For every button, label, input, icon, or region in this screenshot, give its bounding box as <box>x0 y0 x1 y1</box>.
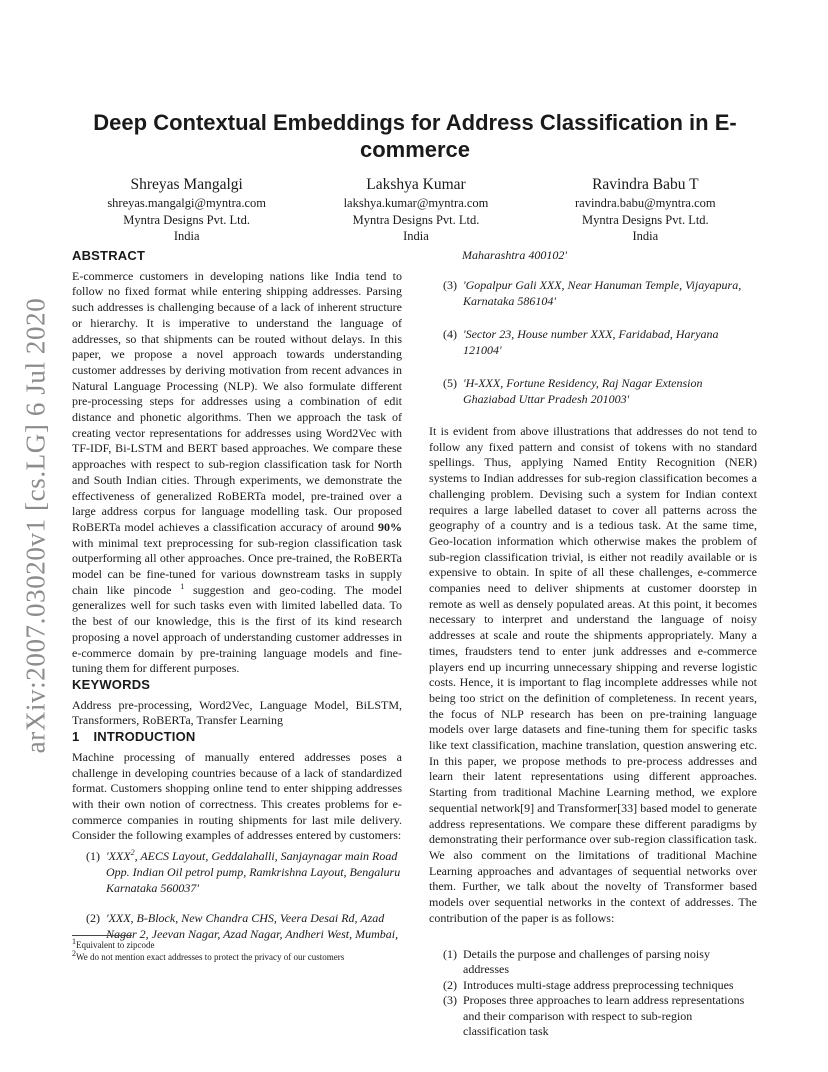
list-label: (2) <box>86 911 100 926</box>
address-text-part: , AECS Layout, Geddalahalli, Sanjaynagar main Road Opp. Indian Oil petrol pump, Ramkrishna Layout, Bengaluru Karnataka 560037' <box>106 849 401 896</box>
abstract-heading: ABSTRACT <box>72 248 146 263</box>
author-org: Myntra Designs Pvt. Ltd. <box>581 212 709 227</box>
author-2 <box>301 174 530 245</box>
keywords-heading: KEYWORDS <box>72 676 151 692</box>
address-example-1 <box>72 848 402 896</box>
right-column <box>429 247 757 1040</box>
contribution-item <box>429 993 757 1040</box>
section-number: 1 <box>72 729 80 745</box>
keywords-text: Address pre-processing, Word2Vec, Language Model, BiLSTM, Transformers, RoBERTa, Transfer Learning <box>72 697 402 728</box>
address-example-2-continued: Maharashtra 400102' <box>462 248 567 262</box>
intro-paragraph-2: It is evident from above illustrations that addresses do not tend to follow any fixed pattern and consist of tokens with no standard spellings. Thus, applying Named Entity Recognition (NER) systems to Indian addresses for sub-region classification becomes a challenging problem. Devising such a system for Indian context requires a large labelled dataset to cover all patterns across the geography of a country and is a tedious task. At the same time, Geo-location information which otherwise makes the problem of sub-region classification trivial, is either not readily available or is expensive to obtain. In spite of all these challenges, e-commerce companies need to deliver shipments at customer doorstep in remote as well as densely populated areas. At this point, it becomes necessary to interpret and understand the language of noisy addresses at scale and route the shipments appropriately. Many a times, fraudsters tend to enter junk addresses and e-commerce players end up incurring unnecessary shipping and reverse logistic costs. Hence, it is important to flag incomplete addresses while not being too strict on the definition of completeness. In recent years, the focus of NLP research has been on pre-training language models over large datasets and fine-tuning them for specific tasks like text classification, machine translation, question answering etc. In this paper, we propose methods to pre-process addresses and learn their latent representations using different approaches. Starting from traditional Machine Learning method, we explore sequential network[9] and Transformer[33] based model to generate address representations. We compare these different paradigms by demonstrating their performance over sub-region classification task. We also comment on the limitations of traditional Machine Learning approaches and advantages of sequential networks over them. Further, we talk about the novelty of Transformer based models over sequential networks in the context of addresses. The contribution of the paper is as follows: <box>429 424 757 925</box>
paper-title: Deep Contextual Embeddings for Address Classification in E-commerce <box>93 110 737 162</box>
footnote-mark: 1 <box>72 937 76 946</box>
author-name: Ravindra Babu T <box>592 176 699 193</box>
list-label: (4) <box>443 327 457 341</box>
author-1 <box>72 174 301 245</box>
contribution-text: Proposes three approaches to learn address representations and their comparison with respect to sub-region classification task <box>463 993 745 1039</box>
abstract-text <box>72 269 402 677</box>
contribution-item <box>429 978 757 994</box>
author-email: shreyas.mangalgi@myntra.com <box>107 196 267 210</box>
address-text-part: 'XXX <box>106 849 131 864</box>
list-label: (1) <box>86 849 100 864</box>
footnote-text: Equivalent to zipcode <box>76 940 155 950</box>
author-email: ravindra.babu@myntra.com <box>575 196 716 210</box>
author-org: Myntra Designs Pvt. Ltd. <box>123 212 251 227</box>
author-org: Myntra Designs Pvt. Ltd. <box>352 212 480 227</box>
footnote-rule <box>72 935 132 936</box>
address-text: 'Sector 23, House number XXX, Faridabad, Haryana 121004' <box>463 327 719 357</box>
list-label: (3) <box>443 993 457 1008</box>
footnote-2 <box>72 948 402 964</box>
intro-paragraph-1: Machine processing of manually entered addresses poses a challenge in developing countries because of a lack of standardized format. Customers shopping online tend to enter shipping addresses with their own notion of correctness. This creates problems for e-commerce companies in routing shipments for last mile delivery. Consider the following examples of addresses entered by customers: <box>72 749 402 843</box>
footnote-ref: 1 <box>180 581 185 591</box>
author-name: Lakshya Kumar <box>366 176 466 193</box>
address-text: 'Gopalpur Gali XXX, Near Hanuman Temple, Vijayapura, Karnataka 586104' <box>463 278 742 308</box>
list-label: (2) <box>443 977 457 992</box>
footnote-text: We do not mention exact addresses to protect the privacy of our customers <box>76 951 345 962</box>
abstract-text-part: suggestion and geo-coding. The model generalizes well for such tasks even with limited labelled data. To the best of our knowledge, this is the first of its kind research proposing a novel approach of understanding customer addresses in e-commerce domain by pre-training language models and fine-tuning them for different purposes. <box>72 582 403 676</box>
abstract-text-part: E-commerce customers in developing nations like India tend to follow no fixed format while entering shipping addresses. Parsing such addresses is challenging because of a lack of inherent structure or hierarchy. It is imperative to understand the language of addresses, so that shipments can be routed without delays. In this paper, we propose a novel approach towards understanding customer addresses by deriving motivation from recent advances in Natural Language Processing (NLP). We also formulate different pre-processing steps for addresses using a combination of edit distance and phonetic algorithms. Then we approach the task of creating vector representations for addresses using Word2Vec with TF-IDF, Bi-LSTM and BERT based approaches. We compare these approaches with respect to sub-region classification task for North and South Indian cities. Through experiments, we demonstrate the effectiveness of generalized RoBERTa model, pre-trained over a large address corpus for language modelling task. Our proposed RoBERTa model achieves a classification accuracy of around <box>72 268 402 534</box>
footnote-1 <box>72 937 402 952</box>
left-column <box>72 248 402 956</box>
list-label: (5) <box>443 376 457 390</box>
author-email: lakshya.kumar@myntra.com <box>343 196 489 210</box>
contribution-text: Details the purpose and challenges of parsing noisy addresses <box>463 946 710 977</box>
section-title: INTRODUCTION <box>93 729 196 745</box>
arxiv-stamp-text: arXiv:2007.03020v1 [cs.LG] 6 Jul 2020 <box>20 297 51 753</box>
author-country: India <box>632 229 659 243</box>
address-example-3 <box>429 277 757 309</box>
author-country: India <box>403 229 429 243</box>
contribution-text: Introduces multi-stage address preprocessing techniques <box>463 977 734 992</box>
address-example-4 <box>429 326 757 358</box>
address-text: 'XXX, B-Block, New Chandra CHS, Veera Desai Rd, Azad Nagar 2, Jeevan Nagar, Azad Nagar, Andheri West, Mumbai, <box>106 911 399 942</box>
address-examples-right <box>429 277 757 407</box>
author-name: Shreyas Mangalgi <box>130 176 243 193</box>
footnotes <box>72 935 402 963</box>
abstract-accuracy: 90% <box>378 519 403 534</box>
contributions-list <box>429 947 757 1041</box>
address-text: 'H-XXX, Fortune Residency, Raj Nagar Extension Ghaziabad Uttar Pradesh 201003' <box>463 376 703 406</box>
intro-heading <box>72 729 402 745</box>
contribution-item <box>429 947 757 978</box>
address-example-5 <box>429 375 757 407</box>
author-country: India <box>173 229 200 243</box>
abstract-text-part: with minimal text preprocessing for sub-region classification task outperforming all other approaches. Once pre-trained, the RoBERTa model can be fine-tuned for various downstream tasks in supply chain like pincode <box>72 535 402 597</box>
arxiv-stamp <box>14 297 58 753</box>
footnote-mark: 2 <box>72 948 76 958</box>
address-text <box>106 848 402 896</box>
footnote-ref: 2 <box>130 848 135 858</box>
author-3 <box>531 174 760 245</box>
address-examples-left <box>72 848 402 942</box>
list-label: (1) <box>443 946 457 961</box>
author-block <box>72 174 760 245</box>
list-label: (3) <box>443 278 457 292</box>
